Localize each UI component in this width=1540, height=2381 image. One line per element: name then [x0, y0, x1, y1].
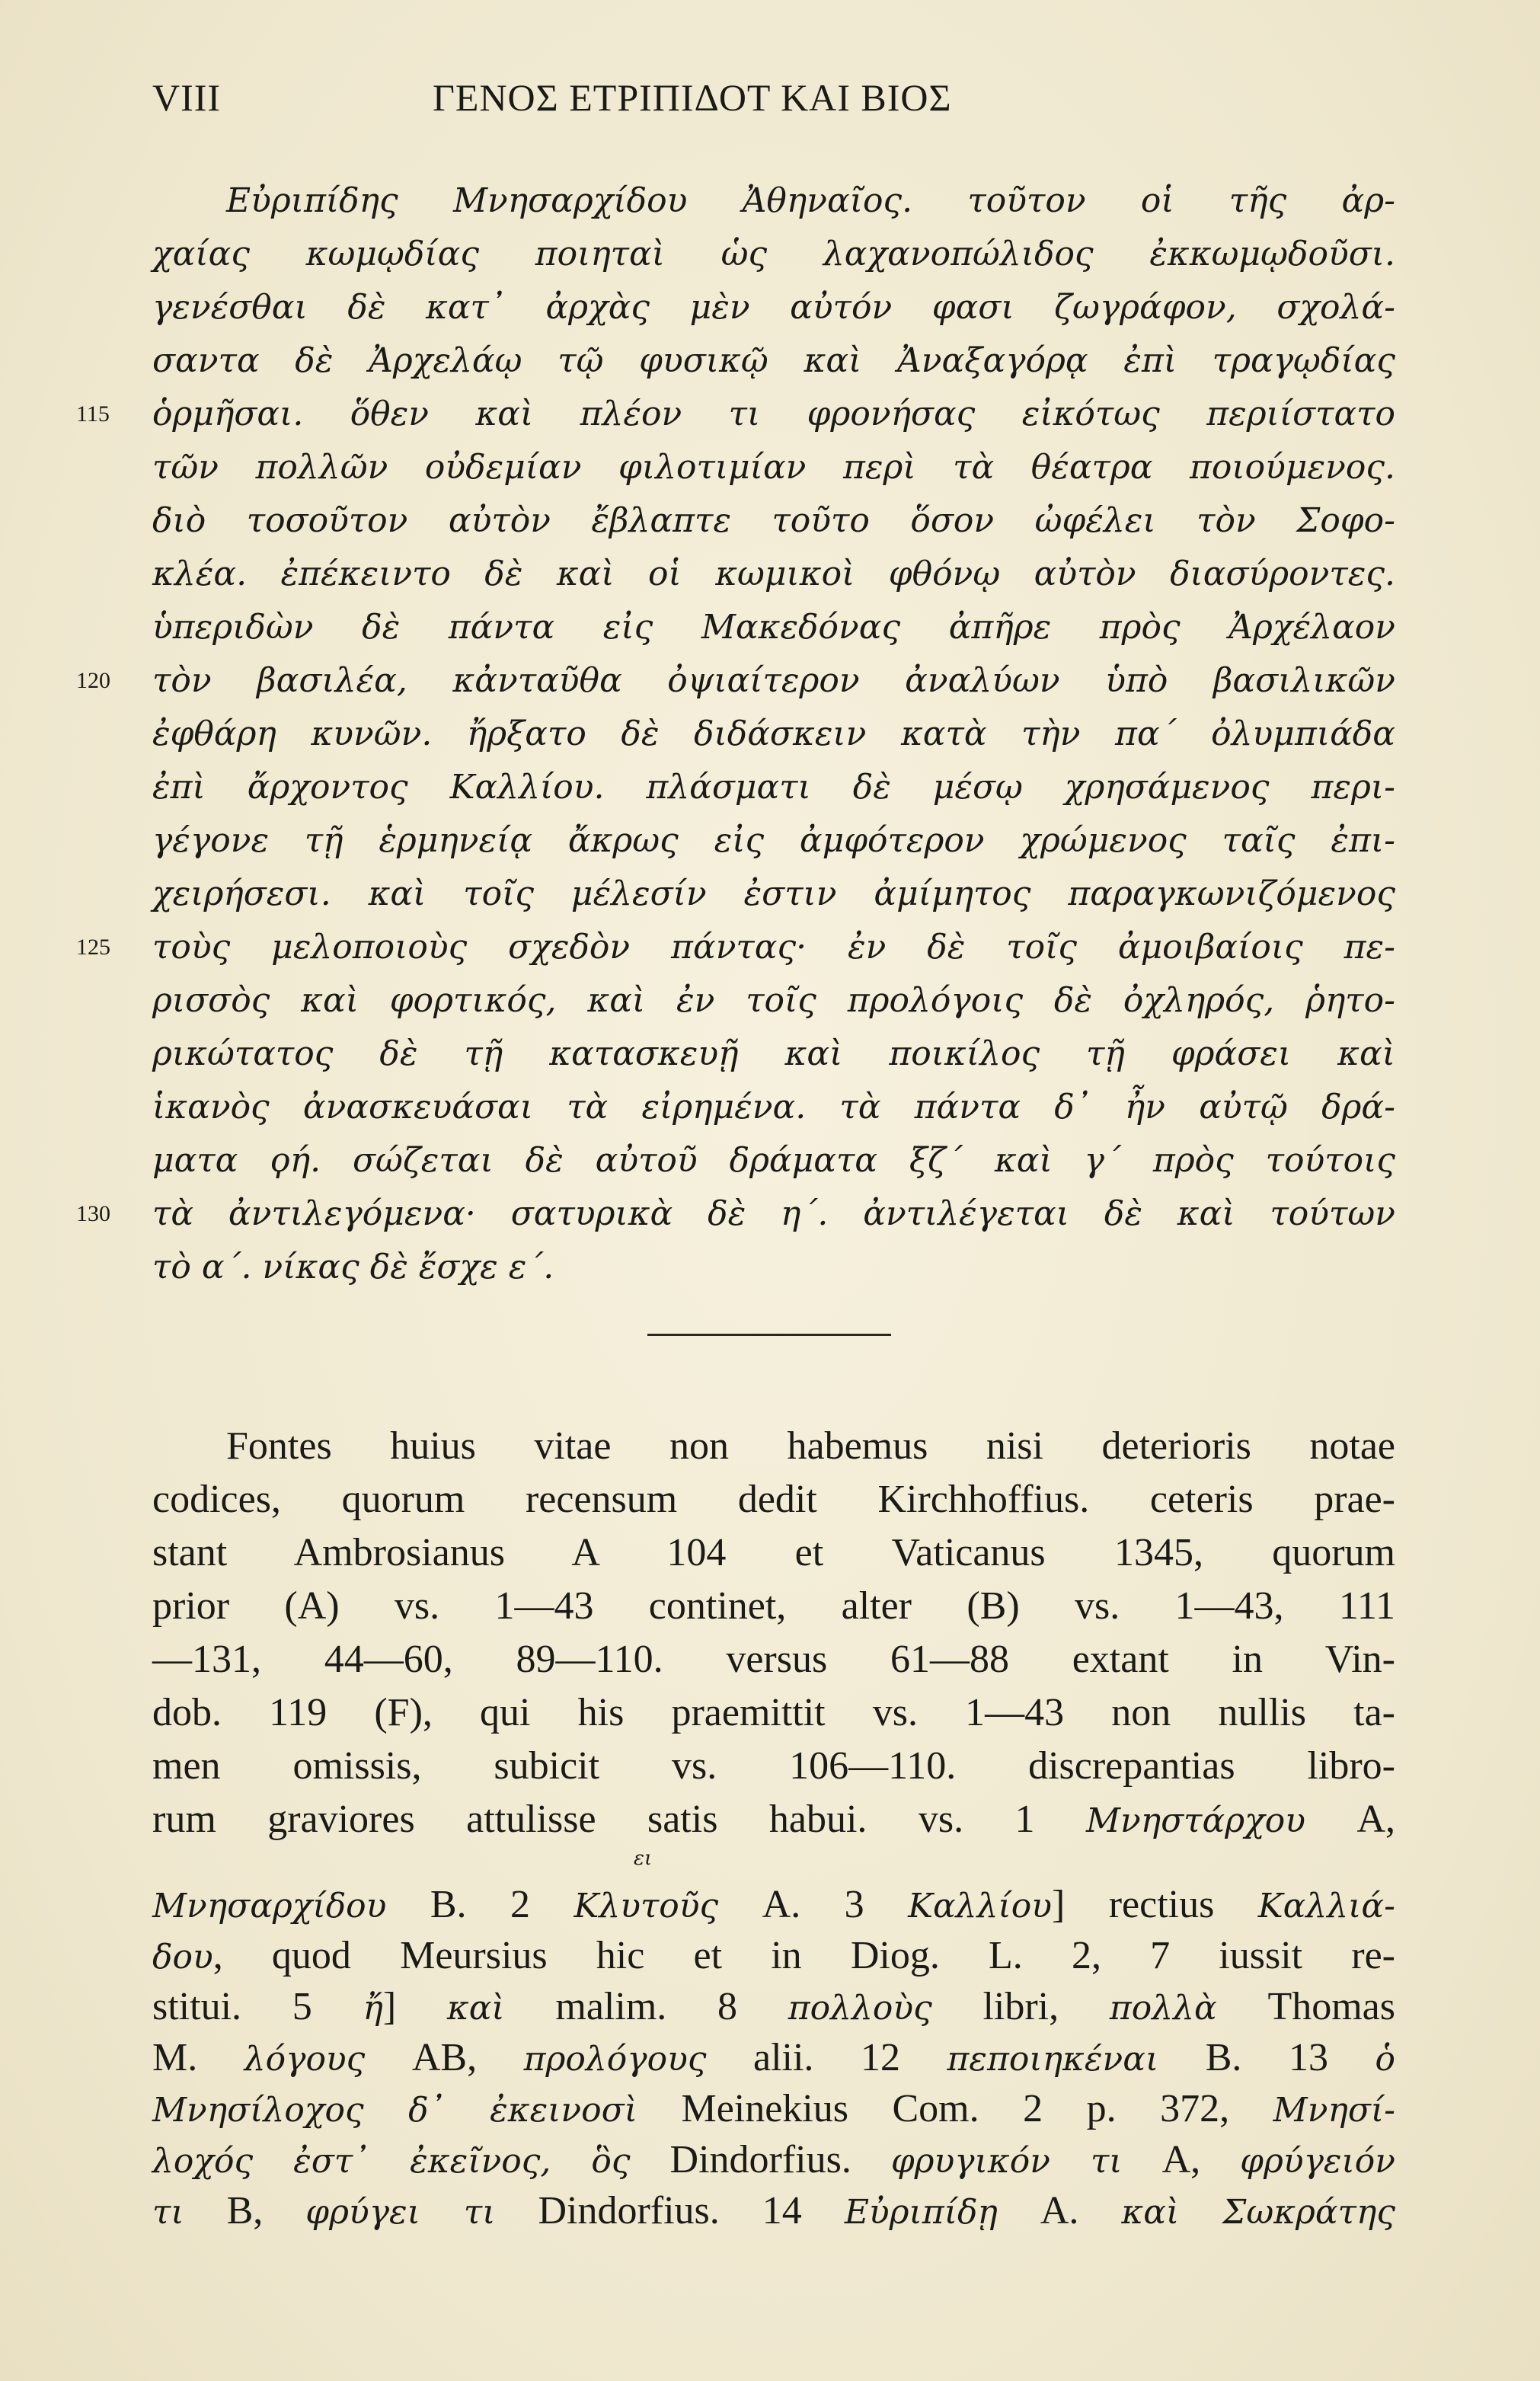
commentary-text: libri,	[931, 1985, 1110, 2028]
commentary-text: alii. 12	[706, 2036, 947, 2079]
commentary-text: , quod Meursius hic et in Diog. L. 2, 7 iussit re-	[212, 1934, 1395, 1977]
greek-citation: Μνηστάρχου	[1085, 1801, 1305, 1840]
line-number: 120	[76, 668, 110, 693]
greek-citation: καὶ	[446, 1989, 505, 2028]
greek-citation: Μνησί-	[1273, 2091, 1395, 2130]
greek-line: ἱκανὸς ἀνασκευάσαι τὰ εἰρημένα. τὰ πάντα δ᾽ ἦν αὐτῷ δρά-	[152, 1088, 1395, 1127]
commentary-text: Dindorfius.	[630, 2138, 891, 2181]
commentary-text: Fontes huius vitae non habemus nisi deterioris notae	[226, 1424, 1395, 1468]
line-number: 115	[76, 401, 110, 427]
commentary-line	[152, 1793, 1395, 1846]
greek-citation: προλόγους	[523, 2040, 707, 2079]
commentary-line	[152, 1929, 1395, 1983]
commentary-text: malim. 8	[504, 1985, 788, 2028]
greek-citation: καὶ Σωκράτης	[1121, 2193, 1395, 2232]
commentary-text: men omissis, subicit vs. 106—110. discrepantias libro-	[152, 1744, 1395, 1788]
commentary-line	[152, 2133, 1395, 2187]
commentary-text: dob. 119 (F), qui his praemittit vs. 1—43 non nullis ta-	[152, 1691, 1395, 1734]
separator-rule	[647, 1334, 891, 1336]
greek-citation: φρύγει τι	[305, 2193, 496, 2232]
greek-citation: πολλὰ	[1109, 1989, 1217, 2028]
greek-line: ὑπεριδὼν δὲ πάντα εἰς Μακεδόνας ἀπῆρε πρὸς Ἀρχέλαον	[152, 608, 1395, 647]
greek-line: ἐπὶ ἄρχοντος Καλλίου. πλάσματι δὲ μέσῳ χρησάμενος περι-	[152, 768, 1395, 807]
commentary-line	[152, 1740, 1395, 1793]
commentary-text: rum graviores attulisse satis habui. vs. 1	[152, 1798, 1086, 1841]
greek-line: τῶν πολλῶν οὐδεμίαν φιλοτιμίαν περὶ τὰ θέατρα ποιούμενος.	[152, 448, 1395, 487]
commentary-text: M.	[152, 2036, 244, 2079]
commentary-text: A,	[1122, 2138, 1241, 2181]
commentary-line	[152, 2184, 1395, 2238]
commentary-line	[152, 1980, 1395, 2034]
commentary-text: stant Ambrosianus A 104 et Vaticanus 1345, quorum	[152, 1531, 1395, 1574]
commentary-line	[152, 1473, 1395, 1526]
commentary-line	[152, 2082, 1395, 2136]
greek-citation: πολλοὺς	[788, 1989, 932, 2028]
greek-citation: φρυγικόν τι	[890, 2142, 1123, 2181]
greek-line: ματα ϙή. σώζεται δὲ αὐτοῦ δράματα ξζ΄ καὶ γ΄ πρὸς τούτοις	[152, 1141, 1395, 1180]
commentary-line	[226, 1420, 1395, 1473]
greek-line: ἐφθάρη κυνῶν. ἤρξατο δὲ διδάσκειν κατὰ τὴν πα΄ ὀλυμπιάδα	[152, 714, 1395, 753]
greek-line: Εὐριπίδης Μνησαρχίδου Ἀθηναῖος. τοῦτον οἱ τῆς ἀρ-	[226, 181, 1395, 220]
line-number: 130	[76, 1201, 110, 1226]
commentary-line	[152, 1580, 1395, 1633]
commentary-text: ]	[382, 1985, 447, 2028]
commentary-text: Thomas	[1216, 1985, 1395, 2028]
commentary-line	[152, 1633, 1395, 1686]
greek-line: τὸ α΄. νίκας δὲ ἔσχε ε΄.	[152, 1248, 554, 1286]
interlinear-variant: ει	[634, 1847, 653, 1870]
greek-citation: λοχός ἐστ᾽ ἐκεῖνος, ὃς	[152, 2142, 631, 2181]
commentary-text: A,	[1305, 1798, 1395, 1841]
commentary-text: —131, 44—60, 89—110. versus 61—88 extant in Vin-	[152, 1638, 1395, 1681]
commentary-text: prior (A) vs. 1—43 continet, alter (B) vs. 1—43, 111	[152, 1584, 1395, 1628]
greek-citation: πεποιηκέναι	[947, 2040, 1159, 2079]
greek-line: γενέσθαι δὲ κατ᾽ ἀρχὰς μὲν αὐτόν φασι ζωγράφον, σχολά-	[152, 288, 1395, 327]
greek-line: ὁρμῆσαι. ὅθεν καὶ πλέον τι φρονήσας εἰκότως περιίστατο	[152, 395, 1395, 433]
greek-citation: δου	[152, 1938, 213, 1977]
greek-citation: Καλλίου	[908, 1887, 1052, 1926]
commentary-text: B,	[184, 2189, 306, 2232]
greek-citation: ἤ	[363, 1989, 383, 2028]
greek-citation: λόγους	[244, 2040, 366, 2079]
commentary-text: codices, quorum recensum dedit Kirchhoffius. ceteris prae-	[152, 1478, 1395, 1521]
commentary-text: A.	[997, 2189, 1122, 2232]
running-title: ΓΕΝΟΣ ΕΤΡΙΠΙΔΟΤ ΚΑΙ ΒΙΟΣ	[433, 76, 952, 119]
line-number: 125	[76, 935, 110, 960]
commentary-text: A. 3	[718, 1883, 909, 1926]
commentary-line	[152, 1526, 1395, 1580]
commentary-text: AB,	[365, 2036, 524, 2079]
commentary-line	[152, 1686, 1395, 1740]
greek-line: χαίας κωμῳδίας ποιηταὶ ὡς λαχανοπώλιδος ἐκκωμῳδοῦσι.	[152, 235, 1395, 273]
greek-line: τοὺς μελοποιοὺς σχεδὸν πάντας· ἐν δὲ τοῖς ἀμοιβαίοις πε-	[152, 928, 1395, 967]
greek-citation: φρύγειόν	[1240, 2142, 1395, 2181]
greek-citation: Μνησαρχίδου	[152, 1887, 387, 1926]
commentary-line	[152, 2031, 1395, 2085]
page-number: VIII	[152, 76, 222, 119]
greek-line: διὸ τοσοῦτον αὐτὸν ἔβλαπτε τοῦτο ὅσον ὠφέλει τὸν Σοφο-	[152, 501, 1395, 540]
greek-line: τὸν βασιλέα, κἀνταῦθα ὀψιαίτερον ἀναλύων ὑπὸ βασιλικῶν	[152, 661, 1395, 700]
greek-citation: τι	[152, 2193, 184, 2232]
greek-citation: ὁ	[1375, 2040, 1395, 2079]
greek-line: ρισσὸς καὶ φορτικός, καὶ ἐν τοῖς προλόγοις δὲ ὀχληρός, ῥητο-	[152, 981, 1395, 1020]
greek-citation: Κλυτοῦς	[574, 1887, 719, 1926]
commentary-text: ] rectius	[1051, 1883, 1258, 1926]
greek-line: ρικώτατος δὲ τῇ κατασκευῇ καὶ ποικίλος τῇ φράσει καὶ	[152, 1034, 1395, 1073]
commentary-text: B. 2	[386, 1883, 574, 1926]
commentary-text: B. 13	[1158, 2036, 1375, 2079]
greek-line: χειρήσεσι. καὶ τοῖς μέλεσίν ἐστιν ἀμίμητος παραγκωνιζόμενος	[152, 874, 1395, 913]
greek-line: γέγονε τῇ ἑρμηνείᾳ ἄκρως εἰς ἀμφότερον χρώμενος ταῖς ἐπι-	[152, 821, 1395, 860]
greek-citation: Καλλιά-	[1257, 1887, 1395, 1926]
greek-line: τὰ ἀντιλεγόμενα· σατυρικὰ δὲ η΄. ἀντιλέγεται δὲ καὶ τούτων	[152, 1194, 1395, 1233]
greek-citation: Μνησίλοχος δ᾽ ἐκεινοσὶ	[152, 2091, 637, 2130]
greek-line: σαντα δὲ Ἀρχελάῳ τῷ φυσικῷ καὶ Ἀναξαγόρᾳ ἐπὶ τραγῳδίας	[152, 341, 1395, 380]
commentary-text: stitui. 5	[152, 1985, 363, 2028]
greek-line: κλέα. ἐπέκειντο δὲ καὶ οἱ κωμικοὶ φθόνῳ αὐτὸν διασύροντες.	[152, 555, 1395, 593]
commentary-text: Dindorfius. 14	[495, 2189, 845, 2232]
commentary-line	[152, 1878, 1395, 1932]
greek-citation: Εὐριπίδῃ	[844, 2193, 998, 2232]
commentary-text: Meinekius Com. 2 p. 372,	[637, 2087, 1273, 2130]
